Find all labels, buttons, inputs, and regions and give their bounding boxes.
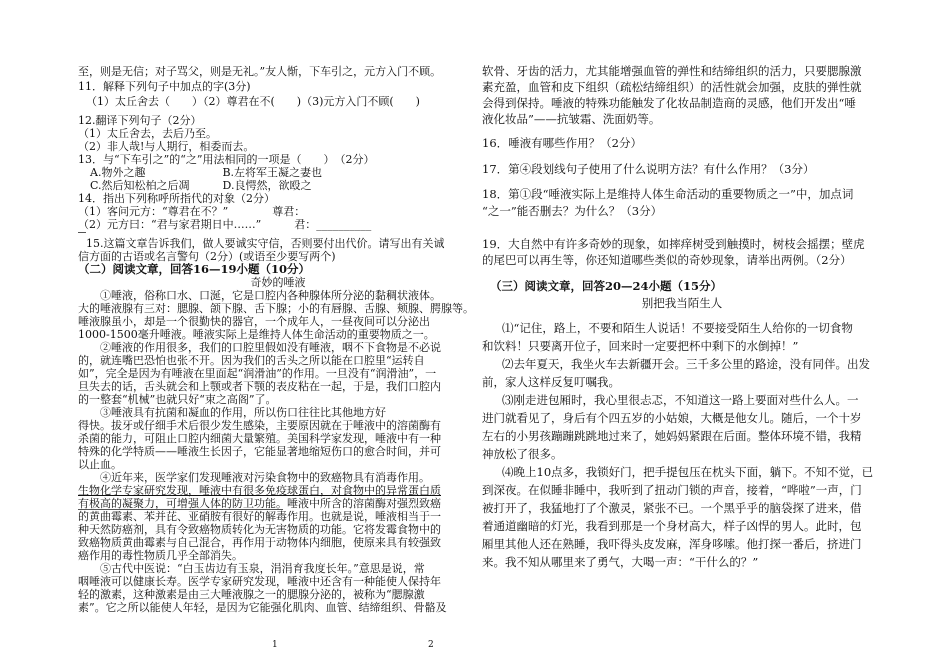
continuation-line: 液化妆品”——抗皱霜、洗面奶等。 <box>482 112 661 126</box>
continuation-line: 素充盈，血管和皮下组织（疏松结缔组织）的活性就会加强，皮肤的弹性就 <box>482 80 862 94</box>
paragraph-2-line: 旦失去的话，舌头就会和上颚或者下颚的表皮粘在一起，于是，我们口腔内 <box>78 380 441 393</box>
story-paragraph-4: 被打开了，我猛地打了个激灵，紧张不已。一个黑乎乎的脑袋探了进来，借 <box>482 501 862 515</box>
story-paragraph-4: 着通道幽暗的灯光，我看到那是一个身材高大，样子凶悍的男人。此时，包 <box>482 519 862 533</box>
q11-items: （1）太丘舍去（ ）（2）尊君在不( )（3)元方入门不顾( ) <box>86 95 420 108</box>
paragraph-3-line: 杀菌的能力，可阻止口腔内细菌大量繁殖。美国科学家发现，唾液中有一种 <box>78 432 441 445</box>
q18-line-1: 18．第①段“唾液实际上是维持人体生命活动的重要物质之一”中，加点词 <box>482 187 854 201</box>
page-number-left: 1 <box>272 640 278 650</box>
section-3-heading: （三）阅读文章，回答20—24小题（15分） <box>490 279 723 293</box>
paragraph-3-line: ③唾液具有抗菌和凝血的作用，所以伤口往往比其他地方好 <box>100 406 386 419</box>
story-paragraph-3: ⑶刚走进包厢时，我心里很忐忑，不知道这一路上要面对些什么人。一 <box>502 393 859 407</box>
paragraph-2-line: 的一整套“机械”也就只好“束之高阁”了。 <box>78 393 277 406</box>
q15-line-2: 信方面的古语或名言警句（2分）(或语至少要写两个) <box>78 250 336 263</box>
q16: 16．唾液有哪些作用？（2分） <box>482 136 642 150</box>
q14-item-1: （1）客问元方：“尊君在不？” 尊君： <box>78 205 306 218</box>
continuation-line: 会得到保持。唾液的特殊功能触发了化妆品制造商的灵感，他们开发出“唾 <box>482 96 856 110</box>
story-paragraph-1: ⑴“记住，路上，不要和陌生人说话！不要接受陌生人给你的一切食物 <box>502 321 853 335</box>
story-title: 别把我当陌生人 <box>641 296 723 310</box>
story-paragraph-2: 前，家人这样反复叮嘱我。 <box>482 375 620 389</box>
q13-heading: 13．与“下车引之”的“之”用法相同的一项是（ ） （2分） <box>78 153 375 166</box>
paragraph-4-underlined-line: 有极高的凝聚力，可增强人体的防卫功能。唾液中所含的溶菌酶对强烈致癌 <box>78 497 441 510</box>
story-paragraph-3: 左右的小男孩蹦蹦跳跳地过来了，她妈妈紧跟在后面。整体环境不错，我精 <box>482 429 862 443</box>
story-paragraph-1: 和饮料！只要离开位子，回来时一定要把杯中剩下的水倒掉！” <box>482 339 799 353</box>
paragraph-4-line: ④近年来，医学家们发现唾液对污染食物中的致癌物具有消毒作用。 <box>100 471 430 484</box>
article-title: 奇妙的唾液 <box>250 276 306 289</box>
story-paragraph-2: ⑵去年夏天，我坐火车去新疆开会。三千多公里的路途，没有同伴。出发 <box>502 357 870 371</box>
story-paragraph-4: 厢里其他人还在熟睡，我吓得头皮发麻，浑身哆嗦。他打探一番后，挤进门 <box>482 537 862 551</box>
paragraph-3-line: 特殊的化学特质——唾液生长因子，它能显著地缩短伤口的愈合时间，并可 <box>78 445 441 458</box>
paragraph-2-line: 如”，完全是因为有唾液在里面起“润滑油”的作用。一旦没有“润滑油”，一 <box>78 367 437 380</box>
q15-line-1: 15.这篇文章告诉我们，做人要诚实守信，否则要付出代价。请写出有关诚 <box>86 237 445 250</box>
continuation-line: 软骨、牙齿的活力，尤其能增强血管的弹性和结缔组织的活力，只要腮腺激 <box>482 64 862 78</box>
paragraph-1-line: 1000-1500毫升唾液。唾液实际上是维持人体生命活动的重要物质之一。 <box>78 328 435 341</box>
story-paragraph-4: ⑷晚上10点多，我锁好门，把手提包压在枕头下面，躺下。不知不觉，已 <box>502 465 874 479</box>
q12-heading: 12.翻译下列句子（2分） <box>78 114 202 127</box>
paragraph-1-line: 大的唾液腺有三对：腮腺、颌下腺、舌下腺；小的有唇腺、舌腺、颊腺、腭腺等。 <box>78 302 474 315</box>
paragraph-5-line: 素”。它之所以能使人年轻，是因为它能强化肌肉、血管、结缔组织、骨骼及 <box>78 601 447 614</box>
paragraph-4-underlined-line: 生物化学专家研究发现，唾液中有很多免疫球蛋白，对食物中的异常蛋白质 <box>78 484 441 497</box>
answer-line <box>78 232 86 233</box>
section-2-heading: （二）阅读文章，回答16—19小题（10分） <box>78 262 311 276</box>
q13-options-cd: C.然后知松柏之后凋 D.良愕然，欲殴之 <box>90 179 312 192</box>
paragraph-2-line: ②唾液的作用很多，我们的口腔里假如没有唾液，咽不下食物是不必说 <box>100 341 441 354</box>
paragraph-4-line: 致癌物质黄曲霉素与自己混合，再作用于动物体内细胞，使原来具有较强致 <box>78 536 441 549</box>
text-line: 至，则是无信；对子骂父，则是无礼。”友人惭，下车引之，元方入门不顾。 <box>78 65 442 78</box>
paragraph-4-line: 的黄曲霉素、苯并芘、亚硝胺有很好的解毒作用。也就是说，唾液相当于一 <box>78 510 441 523</box>
paragraph-1-line: ①唾液，俗称口水、口涎，它是口腔内各种腺体所分泌的黏稠状液体。 <box>100 289 441 302</box>
q19-line-1: 19．大自然中有许多奇妙的现象，如摔痒树受到触摸时，树枝会摇摆；壁虎 <box>482 237 865 251</box>
story-paragraph-4: 到深夜。在似睡非睡中，我听到了扭动门锁的声音，接着，“哗啦”一声，门 <box>482 483 862 497</box>
paragraph-4-line: 种天然防癌剂，具有令致癌物质转化为无害物质的功能。它将发霉食物中的 <box>78 523 441 536</box>
story-paragraph-3: 神放松了很多。 <box>482 447 563 461</box>
underline-mark <box>78 509 283 510</box>
paragraph-2-line: 的，就连嘴巴恐怕也张不开。因为我们的舌头之所以能在口腔里“运转自 <box>78 354 425 367</box>
paragraph-3-line: 以止血。 <box>78 458 122 471</box>
page-number-right: 2 <box>428 640 434 650</box>
q14-item-2: （2）元方曰：“君与家君期日中……” 君：__________ <box>78 218 372 231</box>
q17: 17．第④段划线句子使用了什么说明方法？有什么作用？（3分） <box>482 162 815 176</box>
q19-line-2: 的尾巴可以再生等，你还知道哪些类似的奇妙现象，请举出两例。（2分） <box>482 253 852 267</box>
paragraph-3-line: 得快。拔牙或仔细手术后很少发生感染，主要原因就在于唾液中的溶菌酶有 <box>78 419 441 432</box>
q12-item-2: （2）非人哉!与人期行，相委而去。 <box>78 140 255 153</box>
paragraph-5-line: 咽唾液可以健康长寿。医学专家研究发现，唾液中还含有一种能使人保持年 <box>78 575 441 588</box>
paragraph-4-line: 癌作用的毒性物质几乎全部消失。 <box>78 549 243 562</box>
q12-item-1: （1）太丘舍去，去后乃至。 <box>78 127 217 140</box>
q13-options-ab: A.物外之趣 B.左将军王凝之妻也 <box>90 166 323 179</box>
paragraph-5-line: 轻的激素，这种激素是由三大唾液腺之一的腮腺分泌的，被称为“腮腺激 <box>78 588 425 601</box>
story-paragraph-3: 进门就看见了，身后有个四五岁的小姑娘，大概是他女儿。随后，一个十岁 <box>482 411 862 425</box>
paragraph-5-line: ⑤古代中医说：“白玉齿边有玉泉，涓涓育我度长年。”意思是说，常 <box>100 562 425 575</box>
story-paragraph-4: 来。我不知从哪里来了勇气，大喝一声：“干什么的？” <box>482 555 759 569</box>
q14-heading: 14．指出下列称呼所指代的对象（2分） <box>78 192 275 205</box>
q18-line-2: “之一”能否删去？为什么？（3分） <box>482 204 663 218</box>
q11-heading: 11．解释下列句子中加点的字(3分) <box>78 80 251 93</box>
paragraph-1-line: 唾液腺虽小，却是一个很勤快的器官，一个成年人，一昼夜间可以分泌出 <box>78 315 430 328</box>
